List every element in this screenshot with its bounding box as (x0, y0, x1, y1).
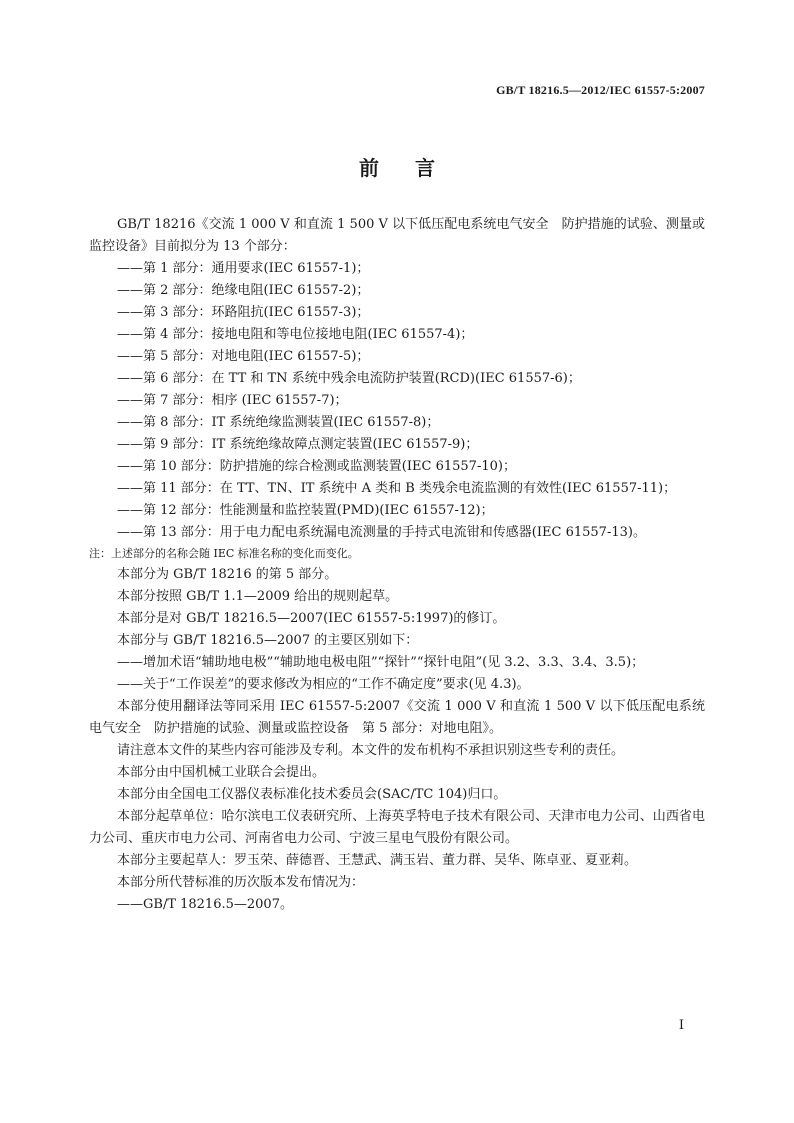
difference-item: ——关于“工作误差”的要求修改为相应的“工作不确定度”要求(见 4.3)。 (117, 677, 530, 692)
this-part-statement: 本部分为 GB/T 18216 的第 5 部分。 (117, 567, 338, 582)
translation-statement: 本部分使用翻译法等同采用 IEC 61557-5:2007《交流 1 000 V 和直流 1 500 V 以下低压配电系统电气安全 防护措施的试验、测量或监控设备 第 5 部分：对地电阻》。 (89, 699, 705, 736)
part-list-item: ——第 8 部分：IT 系统绝缘监测装置(IEC 61557-8)； (117, 415, 440, 430)
patent-statement: 请注意本文件的某些内容可能涉及专利。本文件的发布机构不承担识别这些专利的责任。 (117, 743, 625, 758)
part-list-item: ——第 9 部分：IT 系统绝缘故障点测定装置(IEC 61557-9)； (117, 437, 479, 452)
part-list-item: ——第 3 部分：环路阻抗(IEC 61557-3)； (117, 305, 370, 320)
drafting-units-statement: 本部分起草单位：哈尔滨电工仪表研究所、上海英孚特电子技术有限公司、天津市电力公司、山西省电力公司、重庆市电力公司、河南省电力公司、宁波三星电气股份有限公司。 (89, 809, 705, 846)
part-list-item: ——第 13 部分：用于电力配电系统漏电流测量的手持式电流钳和传感器(IEC 61557-13)。 (117, 525, 646, 540)
standard-code: GB/T 18216.5—2012/IEC 61557-5:2007 (496, 83, 705, 97)
drafters-statement: 本部分主要起草人：罗玉荣、薛德晋、王慧武、满玉岩、董力群、吴华、陈卓亚、夏亚莉。 (117, 853, 638, 868)
part-list-item: ——第 1 部分：通用要求(IEC 61557-1)； (117, 261, 370, 276)
part-list-item: ——第 11 部分：在 TT、TN、IT 系统中 A 类和 B 类残余电流监测的有效性(IEC 61557-11)； (117, 481, 677, 496)
part-list-item: ——第 6 部分：在 TT 和 TN 系统中残余电流防护装置(RCD)(IEC 61557-6)； (117, 371, 581, 386)
difference-item: ——增加术语“辅助地电极”“辅助地电极电阻”“探针”“探针电阻”(见 3.2、3.3、3.4、3.5)； (117, 655, 645, 670)
intro-paragraph: GB/T 18216《交流 1 000 V 和直流 1 500 V 以下低压配电系统电气安全 防护措施的试验、测量或监控设备》目前拟分为 13 个部分： (89, 217, 705, 254)
proposer-statement: 本部分由中国机械工业联合会提出。 (117, 765, 326, 780)
document-body (89, 214, 705, 916)
main-differences-heading: 本部分与 GB/T 18216.5—2007 的主要区别如下： (117, 633, 419, 648)
history-item: ——GB/T 18216.5—2007。 (117, 897, 293, 912)
part-list-item: ——第 10 部分：防护措施的综合检测或监测装置(IEC 61557-10)； (117, 459, 516, 474)
part-list-item: ——第 2 部分：绝缘电阻(IEC 61557-2)； (117, 283, 370, 298)
part-list-item: ——第 4 部分：接地电阻和等电位接地电阻(IEC 61557-4)； (117, 327, 474, 342)
part-list-item: ——第 7 部分：相序 (IEC 61557-7)； (117, 393, 348, 408)
page-number: I (678, 1018, 684, 1033)
revision-statement: 本部分是对 GB/T 18216.5—2007(IEC 61557-5:1997)的修订。 (117, 611, 506, 626)
drafting-rules-statement: 本部分按照 GB/T 1.1—2009 给出的规则起草。 (117, 589, 399, 604)
part-list-item: ——第 12 部分：性能测量和监控装置(PMD)(IEC 61557-12)； (117, 503, 494, 518)
note: 注：上述部分的名称会随 IEC 标准名称的变化而变化。 (89, 547, 359, 560)
history-intro: 本部分所代替标准的历次版本发布情况为： (117, 875, 365, 890)
part-list-item: ——第 5 部分：对地电阻(IEC 61557-5)； (117, 349, 370, 364)
committee-statement: 本部分由全国电工仪器仪表标准化技术委员会(SAC/TC 104)归口。 (117, 787, 507, 802)
page-title: 前言 (359, 156, 471, 180)
